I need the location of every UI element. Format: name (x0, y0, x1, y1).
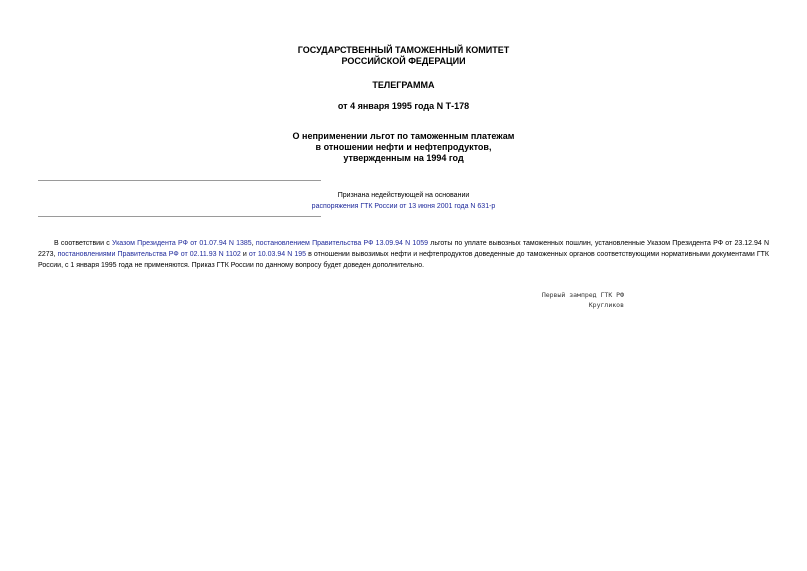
status-repeal-link[interactable]: распоряжения ГТК России от 13 июня 2001 года N 631-р (311, 203, 496, 210)
document-title (0, 131, 807, 164)
body-text-3: льготы по уплате вывозных таможенных пошлин, установленные Указом Президента РФ от 23.12.94 N 2273, (38, 240, 770, 258)
body-text-1: В соответствии с (54, 240, 112, 247)
body-text-2: , (251, 240, 256, 247)
title-line-2: в отношении нефти и нефтепродуктов, (315, 142, 492, 152)
document-date-number: от 4 января 1995 года N Т-178 (337, 101, 470, 111)
divider-top (38, 180, 321, 181)
body-text-4: и (240, 251, 249, 258)
divider-bottom (38, 216, 321, 217)
link-government-resolution-195[interactable]: от 10.03.94 N 195 (248, 251, 307, 258)
document-type: ТЕЛЕГРАММА (372, 80, 435, 90)
authority-line-1: ГОСУДАРСТВЕННЫЙ ТАМОЖЕННЫЙ КОМИТЕТ (297, 45, 510, 55)
title-line-1: О неприменении льгот по таможенным платежам (292, 131, 515, 141)
signatory-title: Первый зампред ГТК РФ (541, 291, 624, 299)
status-note (0, 190, 807, 212)
status-text: Признана недействующей на основании (337, 192, 470, 199)
title-line-3: утвержденным на 1994 год (343, 153, 464, 163)
authority-line-2: РОССИЙСКОЙ ФЕДЕРАЦИИ (341, 56, 466, 66)
signatory-name: Кругликов (588, 301, 624, 309)
link-presidential-decree-1385[interactable]: Указом Президента РФ от 01.07.94 N 1385 (111, 240, 252, 247)
body-paragraph (38, 238, 769, 271)
body-text-5: в отношении вывозимых нефти и нефтепродуктов доведенные до таможенных органов соответствующими нормативными документами ГТК России, с 1 января 1995 года не применяются. Приказ ГТК России по данному вопросу будет доведен дополнительно. (38, 251, 770, 269)
link-government-resolution-1102[interactable]: постановлениями Правительства РФ от 02.11.93 N 1102 (57, 251, 241, 258)
issuing-authority (0, 45, 807, 67)
signature-block (542, 290, 624, 310)
link-government-resolution-1059[interactable]: постановлением Правительства РФ 13.09.94 N 1059 (255, 240, 429, 247)
